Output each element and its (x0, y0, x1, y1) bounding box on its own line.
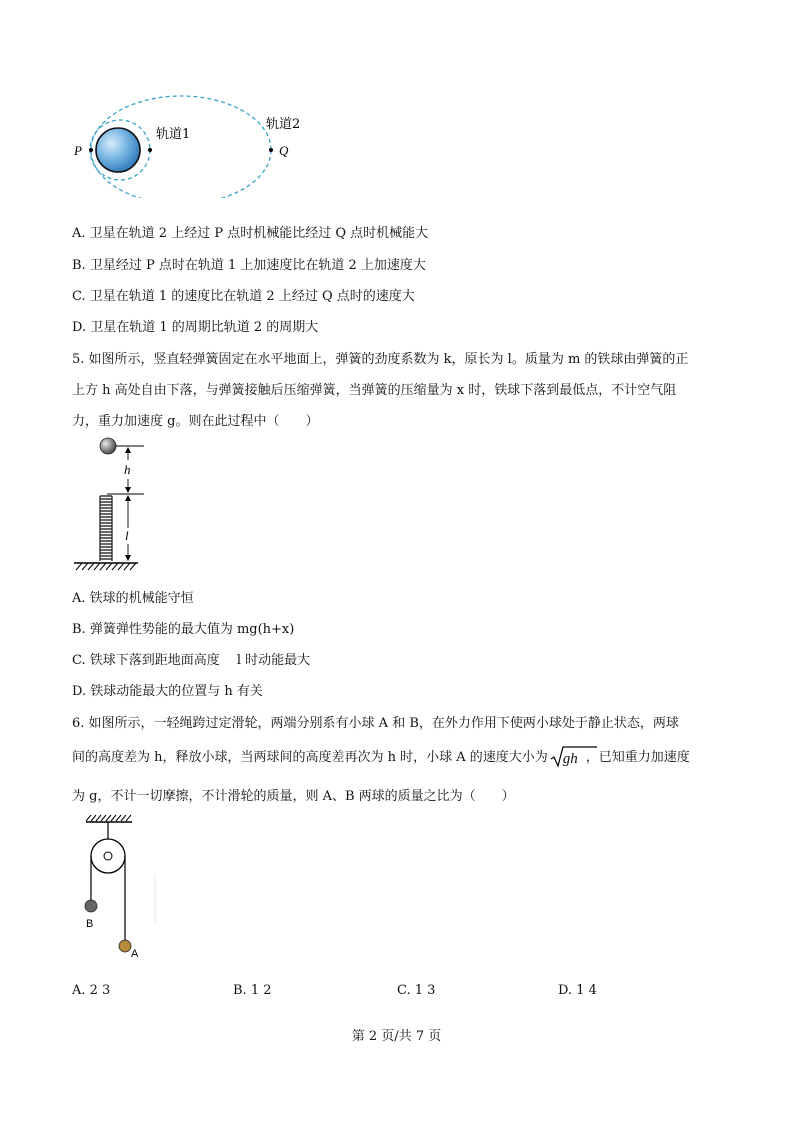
q4-option-d: D. 卫星在轨道 1 的周期比轨道 2 的周期大 (72, 320, 319, 335)
q4-option-b: B. 卫星经过 P 点时在轨道 1 上加速度比在轨道 2 上加速度大 (72, 258, 426, 273)
earth (96, 128, 140, 172)
spring-coils (100, 496, 112, 561)
q6-stem-line2 (72, 746, 690, 768)
q4-option-a: A. 卫星在轨道 2 上经过 P 点时机械能比经过 Q 点时机械能大 (72, 226, 429, 241)
iron-ball (100, 438, 116, 454)
point-orbit1 (148, 148, 152, 152)
point-q (269, 148, 273, 152)
label-orbit2: 轨道2 (266, 117, 301, 132)
orbit-figure (70, 88, 330, 198)
sqrt-radicand: gh (562, 751, 578, 767)
spring-figure (72, 436, 182, 578)
height-h-label: h (124, 462, 131, 477)
q6-option-b: B. 1 2 (233, 983, 272, 998)
ball-b (85, 900, 97, 912)
label-q: Q (279, 143, 289, 158)
q5-option-d: D. 铁球动能最大的位置与 h 有关 (72, 684, 263, 699)
q6-stem-line3: 为 g，不计一切摩擦，不计滑轮的质量，则 A、B 两球的质量之比为（ ） (72, 789, 515, 804)
sqrt-expression (550, 751, 584, 768)
q6-line2-text: 间的高度差为 h，释放小球，当两球间的高度差再次为 h 时，小球 A 的速度大小为 (72, 750, 548, 765)
q6-stem-line1: 6. 如图所示，一轻绳跨过定滑轮，两端分别系有小球 A 和 B，在外力作用下使两小球处于静止状态，两球 (72, 716, 679, 731)
label-p: P (74, 143, 82, 158)
q6-option-d: D. 1 4 (558, 983, 597, 998)
q5-option-b: B. 弹簧弹性势能的最大值为 mg(h+x) (72, 622, 295, 637)
pulley-figure (72, 812, 182, 962)
length-l-label: l (125, 528, 129, 543)
ball-a-label: A (131, 948, 139, 960)
q5-stem-line1: 5. 如图所示，竖直轻弹簧固定在水平地面上，弹簧的劲度系数为 k，原长为 l。质量为 m 的铁球由弹簧的正 (72, 352, 689, 367)
q6-line2-post: ，已知重力加速度 (585, 750, 690, 765)
label-orbit1: 轨道1 (156, 127, 191, 142)
page-footer: 第 2 页/共 7 页 (351, 1029, 442, 1044)
ball-b-label: B (86, 918, 94, 930)
q6-option-c: C. 1 3 (397, 983, 436, 998)
ball-a (119, 940, 131, 952)
q5-option-a: A. 铁球的机械能守恒 (72, 591, 194, 606)
q5-stem-line3: 力，重力加速度 g。则在此过程中（ ） (72, 414, 319, 429)
q4-option-c: C. 卫星在轨道 1 的速度比在轨道 2 上经过 Q 点时的速度大 (72, 289, 415, 304)
q6-option-a: A. 2 3 (72, 983, 111, 998)
q5-option-c: C. 铁球下落到距地面高度 l 时动能最大 (72, 653, 311, 668)
q5-stem-line2: 上方 h 高处自由下落，与弹簧接触后压缩弹簧，当弹簧的压缩量为 x 时，铁球下落到最低点，不计空气阻 (72, 383, 677, 398)
point-p (89, 148, 93, 152)
